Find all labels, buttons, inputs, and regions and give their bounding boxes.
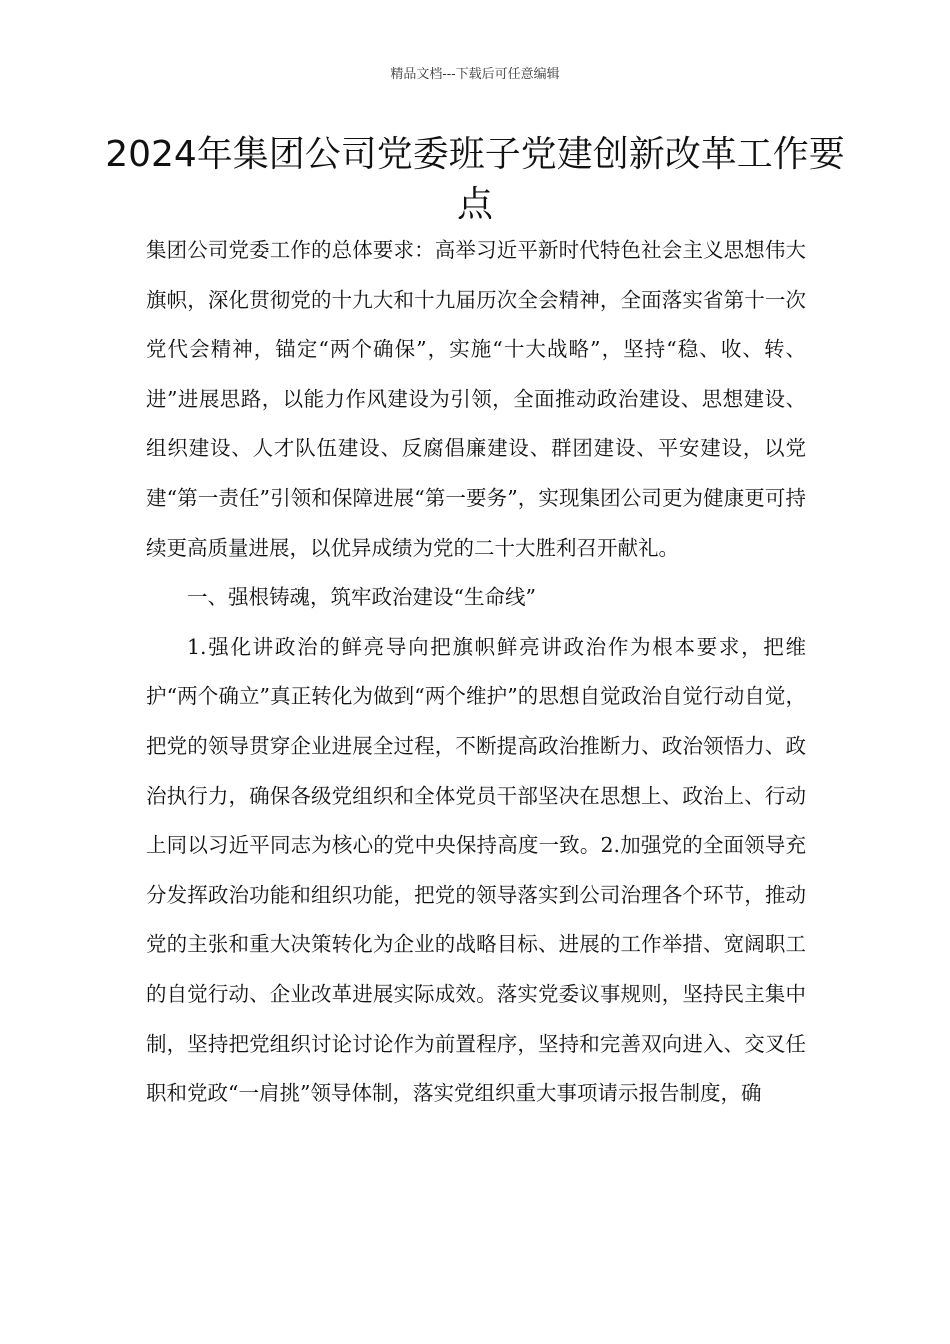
- section-heading-1: 一、强根铸魂，筑牢政治建设“生命线”: [187, 585, 536, 610]
- paragraph-item-1: 1.强化讲政治的鲜亮导向把旗帜鲜亮讲政治作为根本要求，把维护“两个确立”真正转化为做到“两个维护”的思想自觉政治自觉行动自觉，把党的领导贯穿企业进展全过程，不断提高政治推断力、政治领悟力、政治执行力，确保各级党组织和全体党员干部坚决在思想上、政治上、行动上同以习近平同志为核心的党中央保持高度一致。2.加强党的全面领导充分发挥政治功能和组织功能，把党的领导落实到公司治理各个环节，推动党的主张和重大决策转化为企业的战略目标、进展的工作举措、宽阔职工的自觉行动、企业改革进展实际成效。落实党委议事规则，坚持民主集中制，坚持把党组织讨论讨论作为前置程序，坚持和完善双向进入、交叉任职和党政“一肩挑”领导体制，落实党组织重大事项请示报告制度，确: [146, 634, 806, 1106]
- paragraph-general-requirements: 集团公司党委工作的总体要求：高举习近平新时代特色社会主义思想伟大旗帜，深化贯彻党的十九大和十九届历次全会精神，全面落实省第十一次党代会精神，锚定“两个确保”，实施“十大战略”，坚持“稳、收、转、进”进展思路，以能力作风建设为引领，全面推动政治建设、思想建设、组织建设、人才队伍建设、反腐倡廉建设、群团建设、平安建设，以党建“第一责任”引领和保障进展“第一要务”，实现集团公司更为健康更可持续更高质量进展，以优异成绩为党的二十大胜利召开献礼。: [146, 238, 806, 560]
- header-note: 精品文档---下载后可任意编辑: [390, 67, 560, 82]
- document-body: [146, 226, 806, 1119]
- document-title: 2024年集团公司党委班子党建创新改革工作要点: [105, 134, 845, 225]
